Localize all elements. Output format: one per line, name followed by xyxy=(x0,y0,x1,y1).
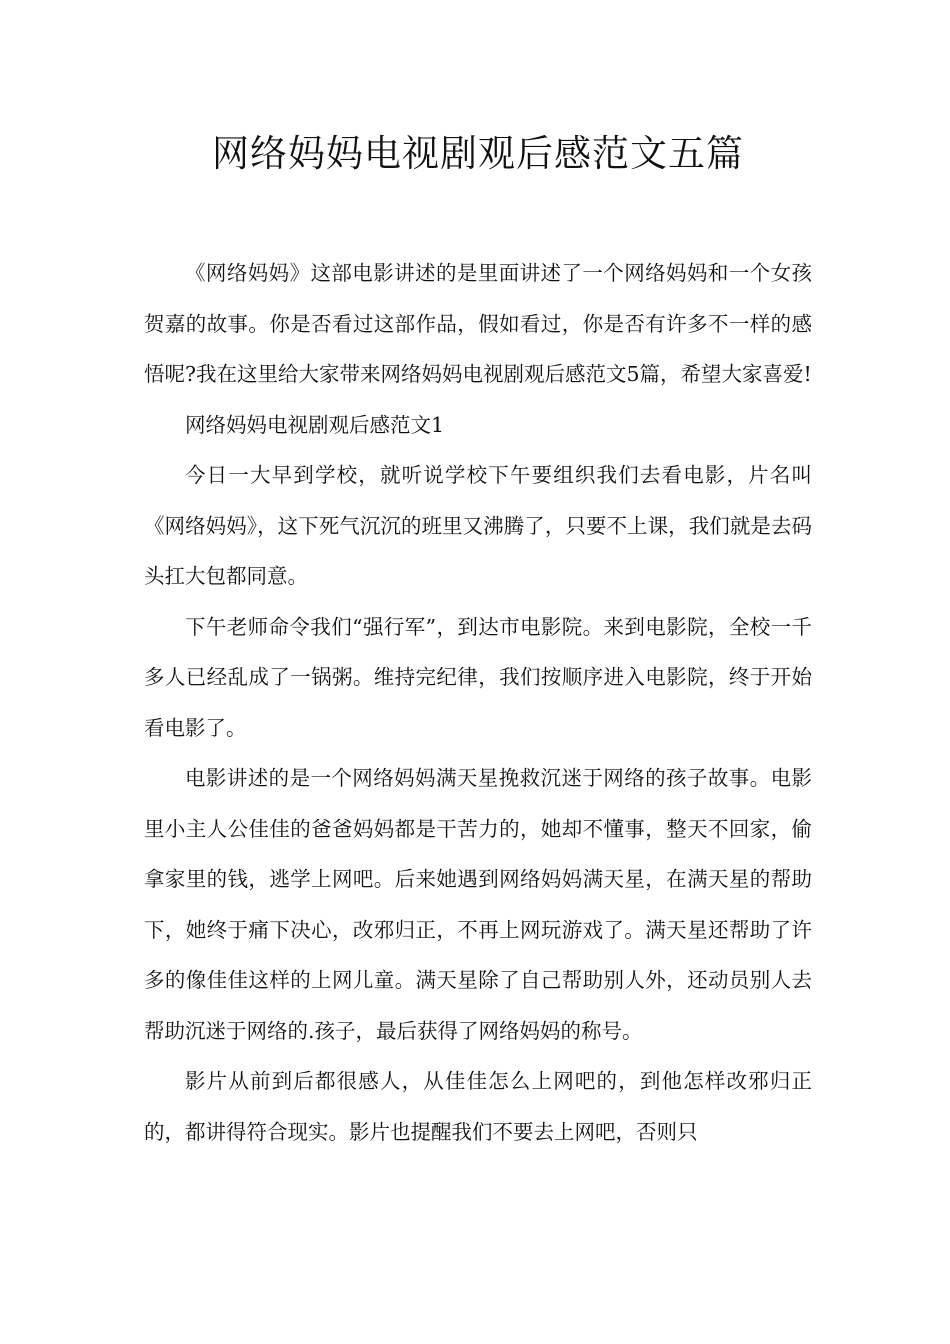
paragraph: 下午老师命令我们“强行军”，到达市电影院。来到电影院，全校一千多人已经乱成了一锅粥。维持完纪律，我们按顺序进入电影院，终于开始看电影了。 xyxy=(144,614,812,740)
document-title: 网络妈妈电视剧观后感范文五篇 xyxy=(212,132,744,175)
section-heading-1: 网络妈妈电视剧观后感范文1 xyxy=(185,412,445,437)
paragraph: 电影讲述的是一个网络妈妈满天星挽救沉迷于网络的孩子故事。电影里小主人公佳佳的爸爸妈妈都是干苦力的，她却不懂事，整天不回家，偷拿家里的钱，逃学上网吧。后来她遇到网络妈妈满天星，在满天星的帮助下，她终于痛下决心，改邪归正，不再上网玩游戏了。满天星还帮助了许多的像佳佳这样的上网儿童。满天星除了自己帮助别人外，还动员别人去帮助沉迷于网络的.孩子，最后获得了网络妈妈的称号。 xyxy=(144,766,812,1043)
paragraph-intro: 《网络妈妈》这部电影讲述的是里面讲述了一个网络妈妈和一个女孩贺嘉的故事。你是否看过这部作品，假如看过，你是否有许多不一样的感悟呢?我在这里给大家带来网络妈妈电视剧观后感范文5篇，希望大家喜爱! xyxy=(144,261,812,386)
paragraph: 今日一大早到学校，就听说学校下午要组织我们去看电影，片名叫《网络妈妈》，这下死气沉沉的班里又沸腾了，只要不上课，我们就是去码头扛大包都同意。 xyxy=(144,463,812,588)
paragraph: 影片从前到后都很感人，从佳佳怎么上网吧的，到他怎样改邪归正的，都讲得符合现实。影片也提醒我们不要去上网吧，否则只 xyxy=(144,1069,812,1144)
